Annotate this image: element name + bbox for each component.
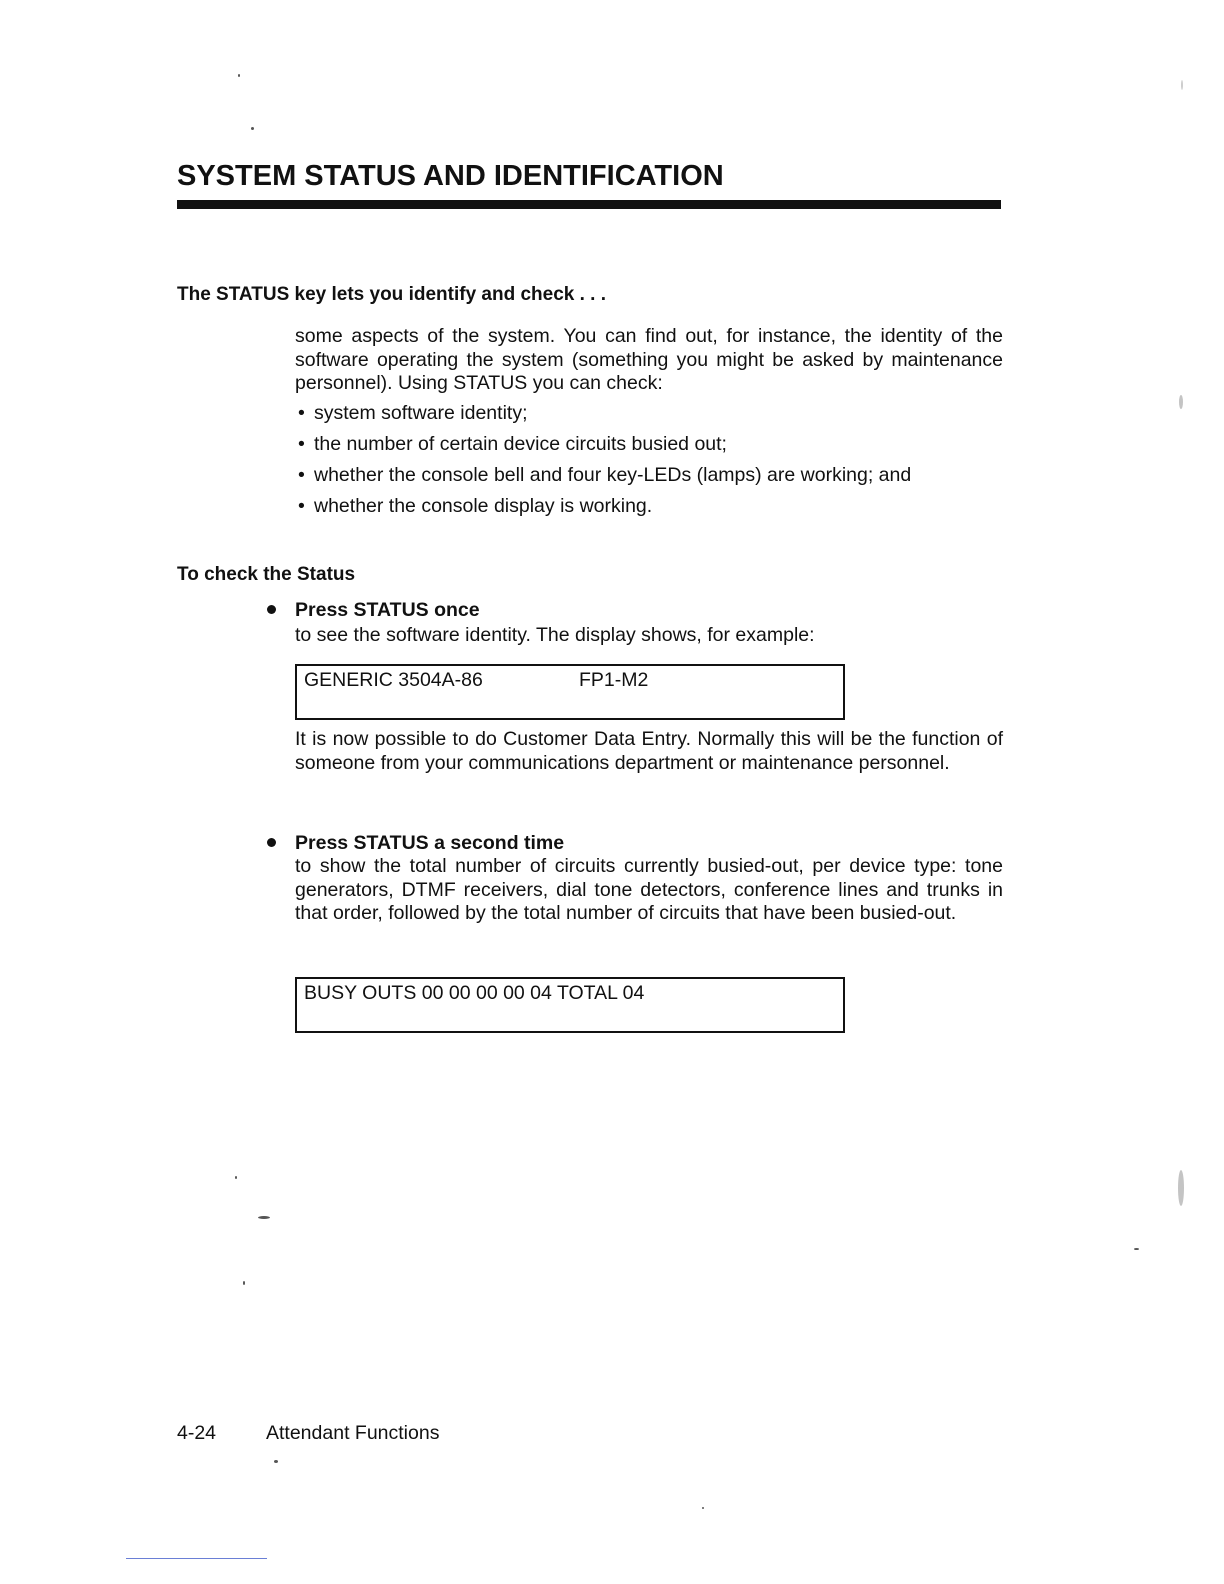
scan-speck xyxy=(235,1176,237,1179)
step-description: to see the software identity. The display shows, for example: xyxy=(295,624,815,646)
step-title: Press STATUS once xyxy=(295,599,480,621)
followup-paragraph: It is now possible to do Customer Data Entry. Normally this will be the function of someone from your communications department or maintenance personnel. xyxy=(295,728,1003,774)
step-title: Press STATUS a second time xyxy=(295,832,565,854)
page-number: 4-24 xyxy=(177,1422,217,1444)
page-title: SYSTEM STATUS AND IDENTIFICATION xyxy=(177,160,724,192)
intro-paragraph: some aspects of the system. You can find out, for instance, the identity of the software operating the system (something you might be asked by maintenance personnel). Using STATUS you can check: xyxy=(295,325,1003,394)
scan-speck xyxy=(258,1216,270,1219)
title-rule xyxy=(177,200,1001,209)
display-text: BUSY OUTS 00 00 00 00 04 TOTAL 04 xyxy=(304,982,645,1004)
console-display-example xyxy=(295,977,845,1033)
capability-list xyxy=(298,400,1008,524)
scan-speck xyxy=(238,74,240,77)
scan-speck xyxy=(1181,80,1183,90)
intro-heading: The STATUS key lets you identify and check . . . xyxy=(177,284,607,305)
scan-speck xyxy=(1178,1170,1184,1206)
display-text-left: GENERIC 3504A-86 xyxy=(304,669,483,691)
scan-edge-line xyxy=(126,1558,267,1559)
scan-speck xyxy=(243,1281,245,1285)
list-item: • whether the console display is working. xyxy=(298,493,1008,524)
scan-speck xyxy=(251,127,254,130)
list-item: • system software identity; xyxy=(298,400,1008,431)
footer-section-title: Attendant Functions xyxy=(266,1422,440,1444)
console-display-example xyxy=(295,664,845,720)
list-item: • whether the console bell and four key-LEDs (lamps) are working; and xyxy=(298,462,1008,493)
step-description: to show the total number of circuits currently busied-out, per device type: tone generators, DTMF receivers, dial tone detectors, conference lines and trunks in that order, followed by the total number of circuits that have been busied-out. xyxy=(295,855,1003,924)
scan-speck xyxy=(274,1460,278,1463)
scan-speck xyxy=(1134,1248,1139,1250)
list-item: • the number of certain device circuits busied out; xyxy=(298,431,1008,462)
check-status-heading: To check the Status xyxy=(177,564,356,585)
scan-speck xyxy=(1179,395,1183,409)
display-text-right: FP1-M2 xyxy=(579,669,649,691)
bullet-dot-icon xyxy=(267,838,276,847)
scan-speck xyxy=(702,1507,704,1509)
bullet-dot-icon xyxy=(267,605,276,614)
